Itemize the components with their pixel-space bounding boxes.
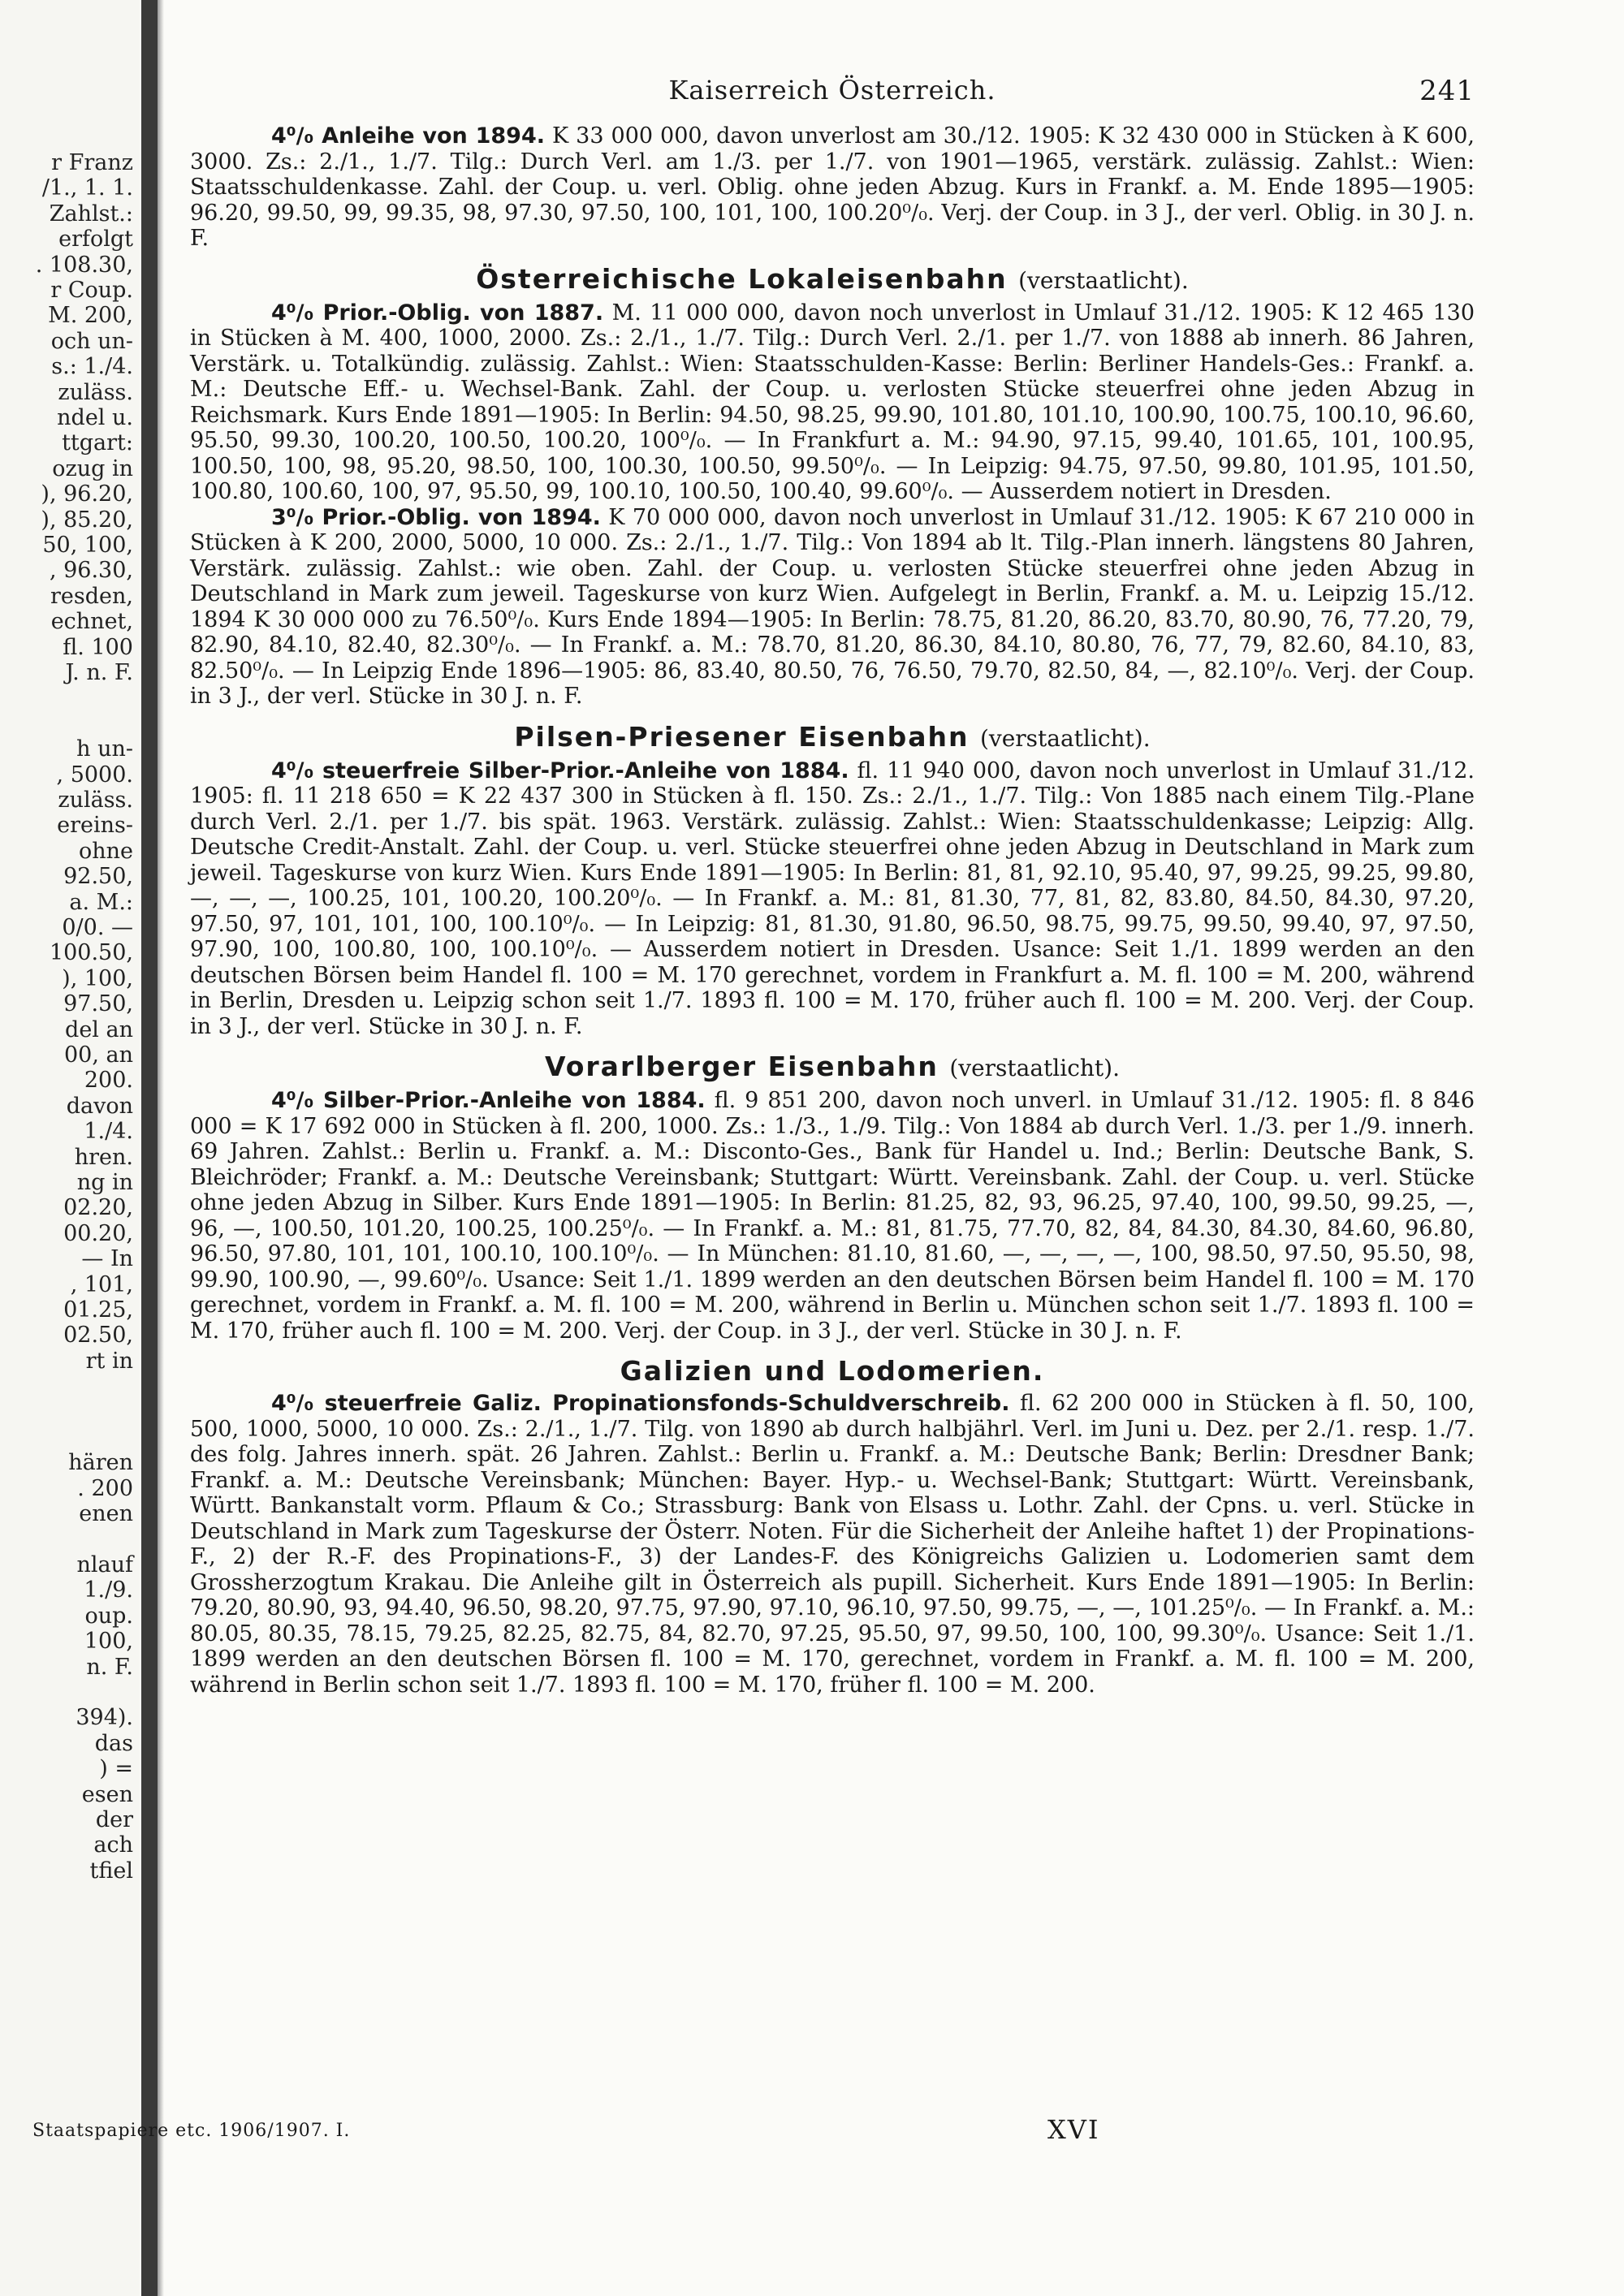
previous-page-fragment: echnet, — [50, 609, 133, 635]
previous-page-fragment: nlauf — [76, 1552, 133, 1577]
page-footer — [0, 2114, 1624, 2147]
previous-page-fragment: 1./4. — [84, 1119, 133, 1145]
previous-page-fragment: 01.25, — [63, 1297, 133, 1323]
previous-page-fragment: n. F. — [86, 1654, 133, 1680]
previous-page-fragment: ohne — [78, 838, 133, 864]
section-title — [190, 1051, 1475, 1085]
previous-page-fragment: fl. 100 — [63, 634, 133, 660]
bond-entry-title: 4⁰/₀ Silber-Prior.-Anleihe von 1884. — [271, 1088, 706, 1113]
bond-entry-text: fl. 11 940 000, davon noch unverlost in Umlauf 31./12. 1905: fl. 11 218 650 = K 22 437 300 in Stücken à fl. 150. Zs.: 2./1., 1./7. Tilg.: Von 1885 nach einem Tilg.-Plane durch Verl. 2./1. per 1./7. bis spät. 1963. Verstärk. zulässig. Zahlst.: Wien: Staatsschuldenkasse; Leipzig: Allg. Deutsche Credit-Anstalt. Zahl. der Coup. u. verl. Stücke steuerfrei ohne jeden Abzug in Deutschland in Mark zum jeweil. Tageskurse von kurz Wien. Kurs Ende 1891—1905: In Berlin: 81, 81, 92.10, 95.40, 97, 99.25, 99.25, 99.80, —, —, —, 100.25, 101, 100.20, 100.20⁰/₀. — In Frankf. a. M.: 81, 81.30, 77, 81, 82, 83.80, 84.50, 84.30, 97.20, 97.50, 97, 101, 101, 100, 100.10⁰/₀. — In Leipzig: 81, 81.30, 91.80, 96.50, 98.75, 99.75, 99.50, 99.40, 97, 97.50, 97.90, 100, 100.80, 100, 100.10⁰/₀. — Ausserdem notiert in Dresden. Usance: Seit 1./1. 1899 werden an den deutschen Börsen beim Handel fl. 100 = M. 170 gerechnet, vordem in Frankfurt a. M. fl. 100 = M. 200, während in Berlin, Dresden u. Leipzig schon seit 1./7. 1893 fl. 100 = M. 170, früher auch fl. 100 = M. 200. Verj. der Coup. in 3 J., der verl. Stücke in 30 J. n. F. — [190, 757, 1475, 1039]
previous-page-fragment: zuläss. — [58, 788, 133, 813]
previous-page-fragment: del an — [65, 1016, 133, 1042]
previous-page-fragment: rt in — [85, 1348, 133, 1374]
previous-page-fragment: ttgart: — [62, 430, 133, 456]
previous-page-fragment: das — [94, 1730, 133, 1756]
previous-page-fragment: 394). — [76, 1705, 133, 1731]
previous-page-fragment: 100.50, — [49, 940, 133, 966]
section-title — [190, 721, 1475, 755]
bond-entry-title: 4⁰/₀ Anleihe von 1894. — [271, 123, 545, 149]
previous-page-fragment: 92.50, — [63, 864, 133, 890]
page — [190, 75, 1475, 1698]
previous-page-fragment: tfiel — [89, 1858, 133, 1884]
section-title — [190, 263, 1475, 297]
previous-page-fragment: ) = — [99, 1756, 133, 1782]
bond-entry — [190, 300, 1475, 505]
bond-entry-text: K 33 000 000, davon unverlost am 30./12. 1905: K 32 430 000 in Stücken à K 600, 3000. Zs.: 2./1., 1./7. Tilg.: Durch Verl. am 1./3. per 1./7. von 1901—1965, verstärk. zulässig. Zahlst.: Wien: Staatsschuldenkasse. Zahl. der Coup. u. verl. Oblig. ohne jeden Abzug. Kurs in Frankf. a. M. Ende 1895—1905: 96.20, 99.50, 99, 99.35, 98, 97.30, 97.50, 100, 101, 100, 100.20⁰/₀. Verj. der Coup. in 3 J., der verl. Oblig. in 30 J. n. F. — [190, 123, 1475, 251]
previous-page-fragment: ndel u. — [57, 405, 133, 430]
sections-container — [190, 123, 1475, 1698]
footer-sheet-mark: XVI — [1047, 2114, 1100, 2145]
previous-page-fragment: . 108.30, — [35, 252, 133, 278]
previous-page-fragment: davon — [66, 1093, 133, 1119]
previous-page-fragment: erfolgt — [58, 227, 133, 252]
previous-page-fragment: 02.20, — [63, 1195, 133, 1221]
previous-page-fragment: , 96.30, — [49, 558, 133, 584]
bond-entry-text: fl. 9 851 200, davon noch unverl. in Umlauf 31./12. 1905: fl. 8 846 000 = K 17 692 000 in Stücken à fl. 200, 1000. Zs.: 1./3., 1./9. Tilg.: Von 1884 ab durch Verl. 1./3. per 1./9. innerh. 69 Jahren. Zahlst.: Berlin u. Frankf. a. M.: Disconto-Ges., Bank für Handel u. Ind.; Berlin: Deutsche Bank, S. Bleichröder; Frankf. a. M.: Deutsche Vereinsbank; Stuttgart: Württ. Vereinsbank. Zahl. der Coup. u. verl. Stücke ohne jeden Abzug in Silber. Kurs Ende 1891—1905: In Berlin: 81.25, 82, 93, 96.25, 97.40, 100, 99.50, 99.25, —, 96, —, 100.50, 101.20, 100.25, 100.25⁰/₀. — In Frankf. a. M.: 81, 81.75, 77.70, 82, 84, 84.30, 84.30, 84.60, 96.80, 96.50, 97.80, 101, 101, 100.10, 100.10⁰/₀. — In München: 81.10, 81.60, —, —, —, —, 100, 98.50, 97.50, 95.50, 98, 99.90, 100.90, —, 99.60⁰/₀. Usance: Seit 1./1. 1899 werden an den deutschen Börsen beim Handel fl. 100 = M. 170 gerechnet, vordem in Frankf. a. M. fl. 100 = M. 200, während in Berlin u. München schon seit 1./7. 1893 fl. 100 = M. 170, früher auch fl. 100 = M. 200. Verj. der Coup. in 3 J., der verl. Stücke in 30 J. n. F. — [190, 1088, 1475, 1344]
previous-page-fragment: esen — [81, 1781, 133, 1807]
gutter-shadow — [158, 0, 164, 2296]
previous-page-fragment: 1./9. — [84, 1577, 133, 1603]
previous-page-fragment: ), 96.20, — [41, 481, 133, 507]
previous-page-fragment: r Franz — [51, 150, 133, 175]
previous-page-fragment: Zahlst.: — [49, 201, 133, 227]
previous-page-fragment: ach — [93, 1832, 133, 1858]
previous-page-fragment: enen — [79, 1501, 133, 1527]
bond-entry-title: 4⁰/₀ steuerfreie Galiz. Propinationsfonds-Schuldverschreib. — [271, 1391, 1010, 1416]
previous-page-margin — [0, 0, 140, 2296]
running-head: Kaiserreich Österreich. — [668, 75, 996, 106]
bond-entry — [190, 123, 1475, 252]
footer-signature-line: Staatspapiere etc. 1906/1907. I. — [32, 2121, 351, 2141]
previous-page-fragment: ereins- — [57, 813, 133, 839]
section-status: (verstaatlicht). — [1018, 266, 1189, 294]
previous-page-fragment: , 5000. — [56, 762, 133, 788]
previous-page-fragment: ), 85.20, — [41, 507, 133, 533]
bond-entry-title: 4⁰/₀ Prior.-Oblig. von 1887. — [271, 300, 604, 326]
bond-entry-title: 4⁰/₀ steuerfreie Silber-Prior.-Anleihe von 1884. — [271, 757, 849, 783]
previous-page-fragment: s.: 1./4. — [51, 354, 133, 380]
section-title — [190, 1355, 1475, 1388]
previous-page-fragment: oup. — [84, 1603, 133, 1629]
previous-page-fragment: 02.50, — [63, 1323, 133, 1349]
previous-page-fragment: ng in — [76, 1170, 133, 1195]
previous-page-fragment: J. n. F. — [65, 660, 133, 685]
previous-page-fragment: — In — [81, 1246, 133, 1272]
page-number: 241 — [1419, 75, 1475, 107]
bond-entry-text: fl. 62 200 000 in Stücken à fl. 50, 100, 500, 1000, 5000, 10 000. Zs.: 2./1., 1./7. Tilg. von 1890 ab durch halbjährl. Verl. im Juni u. Dez. per 2./1. resp. 1./7. des folg. Jahres innerh. spät. 26 Jahren. Zahlst.: Berlin u. Frankf. a. M.: Deutsche Bank; Berlin: Dresdner Bank; Frankf. a. M.: Deutsche Vereinsbank; München: Bayer. Hyp.- u. Wechsel-Bank; Stuttgart: Württ. Vereinsbank, Württ. Bankanstalt vorm. Pflaum & Co.; Strassburg: Bank von Elsass u. Lothr. Zahl. der Cpns. u. verl. Stücke in Deutschland in Mark zum Tageskurse der Österr. Noten. Für die Sicherheit der Anleihe haftet 1) der Propinations-F., 2) der R.-F. des Propinations-F., 3) der Landes-F. des Königreichs Galizien u. Lodomerien samt dem Grossherzogtum Krakau. Die Anleihe gilt in Österreich als pupill. Sicherheit. Kurs Ende 1891—1905: In Berlin: 79.20, 80.90, 93, 94.40, 96.50, 98.20, 97.75, 97.90, 97.10, 96.10, 97.50, 99.75, —, —, 101.25⁰/₀. — In Frankf. a. M.: 80.05, 80.35, 78.15, 79.25, 82.25, 82.75, 84, 82.70, 97.25, 95.50, 97, 99.50, 100, 100, 99.30⁰/₀. Usance: Seit 1./1. 1899 werden an den deutschen Börsen fl. 100 = M. 170, gerechnet, vordem in Frankf. a. M. fl. 100 = M. 200, während in Berlin schon seit 1./7. 1893 fl. 100 = M. 170, früher fl. 100 = M. 200. — [190, 1391, 1475, 1698]
bond-entry-text: M. 11 000 000, davon noch unverlost in Umlauf 31./12. 1905: K 12 465 130 in Stücken à M. 400, 1000, 2000. Zs.: 2./1., 1./7. Tilg.: Durch Verl. 2./1. per 1./7. von 1888 ab innerh. 86 Jahren, Verstärk. u. Totalkündig. zulässig. Zahlst.: Wien: Staatsschulden-Kasse: Berlin: Berliner Handels-Ges.: Frankf. a. M.: Deutsche Eff.- u. Wechsel-Bank. Zahl. der Coup. u. verlosten Stücke steuerfrei ohne jeden Abzug in Reichsmark. Kurs Ende 1891—1905: In Berlin: 94.50, 98.25, 99.90, 101.80, 101.10, 100.90, 100.75, 100.10, 96.60, 95.50, 99.30, 100.20, 100.50, 100.20, 100⁰/₀. — In Frankfurt a. M.: 94.90, 97.15, 99.40, 101.65, 101, 100.95, 100.50, 100, 98, 95.20, 98.50, 100, 100.30, 100.50, 99.50⁰/₀. — In Leipzig: 94.75, 97.50, 99.80, 101.95, 101.50, 100.80, 100.60, 100, 97, 95.50, 99, 100.10, 100.50, 100.40, 99.60⁰/₀. — Ausserdem notiert in Dresden. — [190, 300, 1475, 504]
previous-page-fragment: och un- — [50, 328, 133, 354]
previous-page-fragment: resden, — [50, 583, 133, 609]
previous-page-fragment: a. M.: — [69, 889, 133, 915]
previous-page-fragment: . 200 — [77, 1475, 133, 1501]
previous-page-fragment: zuläss. — [58, 379, 133, 405]
previous-page-fragment: 00, an — [63, 1042, 133, 1068]
section-title-text: Österreichische Lokaleisenbahn — [476, 262, 1008, 295]
previous-page-fragment: , 101, — [70, 1271, 133, 1297]
bond-entry-title: 3⁰/₀ Prior.-Oblig. von 1894. — [271, 504, 601, 530]
previous-page-fragment: ozug in — [52, 455, 133, 481]
bond-entry-text: K 70 000 000, davon noch unverlost in Umlauf 31./12. 1905: K 67 210 000 in Stücken à K 200, 2000, 5000, 10 000. Zs.: 2./1., 1./7. Tilg.: Von 1894 ab lt. Tilg.-Plan innerh. längstens 80 Jahren, Verstärk. zulässig. Zahlst.: wie oben. Zahl. der Coup. u. verlosten Stücke steuerfrei ohne jeden Abzug in Deutschland in Mark zum jeweil. Tageskurse von kurz Wien. Aufgelegt in Berlin, Frankf. a. M. u. Leipzig 15./12. 1894 K 30 000 000 zu 76.50⁰/₀. Kurs Ende 1894—1905: In Berlin: 78.75, 81.20, 86.20, 83.70, 80.90, 76, 77.20, 79, 82.90, 84.10, 82.40, 82.30⁰/₀. — In Frankf. a. M.: 78.70, 81.20, 86.30, 84.10, 80.80, 76, 77, 79, 82.60, 84.10, 83, 82.50⁰/₀. — In Leipzig Ende 1896—1905: 86, 83.40, 80.50, 76, 76.50, 79.70, 82.50, 84, —, 82.10⁰/₀. Verj. der Coup. in 3 J., der verl. Stücke in 30 J. n. F. — [190, 504, 1475, 709]
previous-page-fragment: r Coup. — [50, 278, 133, 303]
section-title-text: Vorarlberger Eisenbahn — [545, 1051, 939, 1082]
bond-entry — [190, 758, 1475, 1040]
previous-page-fragment: 200. — [84, 1068, 133, 1094]
bond-entry — [190, 505, 1475, 710]
previous-page-fragment: 0/0. — — [62, 915, 133, 940]
previous-page-fragment: ), 100, — [62, 965, 133, 991]
previous-page-fragment: 00.20, — [63, 1220, 133, 1246]
section-title-text: Galizien und Lodomerien. — [620, 1355, 1045, 1387]
bond-entry — [190, 1088, 1475, 1344]
book-gutter — [141, 0, 158, 2296]
section-status: (verstaatlicht). — [979, 724, 1151, 752]
previous-page-fragment: hären — [68, 1450, 133, 1476]
previous-page-fragment: 97.50, — [63, 991, 133, 1017]
previous-page-fragment: h un- — [76, 736, 133, 762]
bond-entry — [190, 1391, 1475, 1698]
previous-page-fragment: /1., 1. 1. — [41, 175, 133, 201]
previous-page-fragment: 50, 100, — [42, 533, 133, 558]
section-status: (verstaatlicht). — [949, 1055, 1120, 1081]
page-header — [190, 75, 1475, 123]
previous-page-fragment: 100, — [84, 1629, 133, 1655]
previous-page-fragment: der — [95, 1807, 133, 1832]
previous-page-fragment: hren. — [74, 1144, 133, 1170]
section-title-text: Pilsen-Priesener Eisenbahn — [514, 720, 970, 753]
previous-page-fragment: M. 200, — [48, 303, 133, 329]
